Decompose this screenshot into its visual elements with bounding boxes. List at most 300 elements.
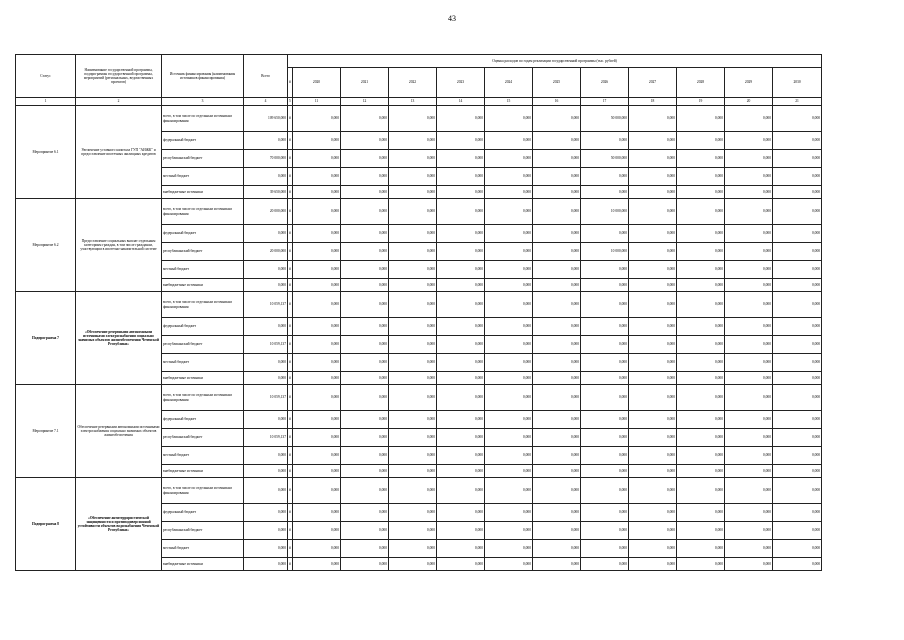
- year-value: 0,000: [389, 504, 437, 522]
- year-value: 0,000: [293, 150, 341, 168]
- year-value: 0,000: [725, 372, 773, 385]
- year-value: 0,000: [725, 261, 773, 279]
- year-value: 0,000: [533, 540, 581, 558]
- total-value: 10 059,137: [244, 385, 288, 411]
- year-value: 0,000: [677, 199, 725, 225]
- flag-cell: #: [288, 186, 293, 199]
- year-value: 0,000: [389, 225, 437, 243]
- funding-source: внебюджетные источники: [162, 558, 244, 571]
- year-value: 0,000: [629, 522, 677, 540]
- column-number: 2: [76, 98, 162, 106]
- year-value: 50 000,000: [581, 150, 629, 168]
- year-value: 0,000: [773, 558, 822, 571]
- year-value: 0,000: [293, 429, 341, 447]
- year-value: 0,000: [677, 522, 725, 540]
- header-year: 2023: [437, 68, 485, 98]
- year-value: 0,000: [341, 354, 389, 372]
- year-value: 0,000: [533, 318, 581, 336]
- row-status: Подпрограмма 8: [16, 478, 76, 571]
- funding-source: федеральный бюджет: [162, 411, 244, 429]
- year-value: 0,000: [773, 132, 822, 150]
- funding-source: федеральный бюджет: [162, 318, 244, 336]
- year-value: 0,000: [389, 336, 437, 354]
- year-value: 0,000: [437, 429, 485, 447]
- year-value: 0,000: [725, 411, 773, 429]
- year-value: 0,000: [581, 132, 629, 150]
- row-status: Мероприятие 7.1: [16, 385, 76, 478]
- flag-cell: #: [288, 150, 293, 168]
- year-value: 0,000: [533, 372, 581, 385]
- funding-source: местный бюджет: [162, 354, 244, 372]
- year-value: 0,000: [485, 225, 533, 243]
- year-value: 0,000: [293, 465, 341, 478]
- year-value: 0,000: [437, 279, 485, 292]
- funding-source: всего, в том числе по отдельным источникам финансирования: [162, 106, 244, 132]
- total-value: 20 000,000: [244, 243, 288, 261]
- total-value: 20 000,000: [244, 199, 288, 225]
- year-value: 0,000: [389, 150, 437, 168]
- year-value: 0,000: [677, 429, 725, 447]
- funding-source: республиканский бюджет: [162, 429, 244, 447]
- total-value: 10 059,137: [244, 336, 288, 354]
- year-value: 0,000: [485, 478, 533, 504]
- year-value: 0,000: [773, 279, 822, 292]
- table-row: [16, 478, 822, 504]
- year-value: 0,000: [725, 336, 773, 354]
- year-value: 0,000: [533, 354, 581, 372]
- funding-source: местный бюджет: [162, 261, 244, 279]
- year-value: 0,000: [485, 447, 533, 465]
- year-value: 0,000: [629, 243, 677, 261]
- year-value: 0,000: [581, 336, 629, 354]
- year-value: 0,000: [485, 150, 533, 168]
- year-value: 0,000: [389, 385, 437, 411]
- year-value: 0,000: [725, 199, 773, 225]
- year-value: 0,000: [725, 132, 773, 150]
- year-value: 0,000: [533, 522, 581, 540]
- year-value: 0,000: [389, 243, 437, 261]
- year-value: 0,000: [293, 261, 341, 279]
- year-value: 0,000: [725, 429, 773, 447]
- year-value: 0,000: [437, 372, 485, 385]
- year-value: 0,000: [725, 106, 773, 132]
- total-value: 70 000,000: [244, 150, 288, 168]
- year-value: 0,000: [341, 540, 389, 558]
- year-value: 0,000: [437, 132, 485, 150]
- column-number: 19: [677, 98, 725, 106]
- year-value: 0,000: [533, 150, 581, 168]
- row-name: «Обеспечение резервными автономными источниками электроснабжения социально значимых объектов жизнеобеспечения Чеченской Республики»: [76, 292, 162, 385]
- funding-source: федеральный бюджет: [162, 132, 244, 150]
- year-value: 0,000: [677, 225, 725, 243]
- year-value: 0,000: [341, 199, 389, 225]
- year-value: 0,000: [341, 225, 389, 243]
- year-value: 0,000: [485, 522, 533, 540]
- row-status: Мероприятие 6.2: [16, 199, 76, 292]
- year-value: 0,000: [293, 447, 341, 465]
- year-value: 0,000: [581, 411, 629, 429]
- year-value: 0,000: [725, 504, 773, 522]
- year-value: 0,000: [533, 465, 581, 478]
- year-value: 0,000: [389, 354, 437, 372]
- year-value: 0,000: [725, 447, 773, 465]
- year-value: 0,000: [341, 558, 389, 571]
- total-value: 0,000: [244, 465, 288, 478]
- year-value: 0,000: [629, 411, 677, 429]
- year-value: 0,000: [293, 243, 341, 261]
- year-value: 0,000: [293, 540, 341, 558]
- year-value: 0,000: [677, 354, 725, 372]
- funding-source: республиканский бюджет: [162, 150, 244, 168]
- year-value: 0,000: [725, 150, 773, 168]
- year-value: 0,000: [677, 558, 725, 571]
- year-value: 0,000: [725, 354, 773, 372]
- page-number: 43: [448, 14, 456, 23]
- total-value: 0,000: [244, 225, 288, 243]
- year-value: 0,000: [341, 504, 389, 522]
- year-value: 0,000: [725, 292, 773, 318]
- year-value: 0,000: [629, 558, 677, 571]
- year-value: 0,000: [341, 522, 389, 540]
- year-value: 0,000: [677, 186, 725, 199]
- year-value: 0,000: [293, 199, 341, 225]
- column-number-row: [16, 98, 822, 106]
- year-value: 0,000: [629, 465, 677, 478]
- year-value: 0,000: [581, 465, 629, 478]
- year-value: 0,000: [485, 429, 533, 447]
- year-value: 0,000: [677, 292, 725, 318]
- table-row: [16, 199, 822, 225]
- year-value: 0,000: [581, 478, 629, 504]
- funding-source: республиканский бюджет: [162, 243, 244, 261]
- year-value: 0,000: [533, 106, 581, 132]
- year-value: 0,000: [725, 168, 773, 186]
- year-value: 0,000: [677, 132, 725, 150]
- year-value: 0,000: [485, 261, 533, 279]
- column-number: 18: [629, 98, 677, 106]
- flag-cell: #: [288, 292, 293, 318]
- year-value: 0,000: [629, 106, 677, 132]
- year-value: 0,000: [629, 540, 677, 558]
- year-value: 0,000: [533, 261, 581, 279]
- flag-cell: #: [288, 411, 293, 429]
- year-value: 0,000: [725, 186, 773, 199]
- funding-source: всего, в том числе по отдельным источникам финансирования: [162, 292, 244, 318]
- year-value: 0,000: [293, 318, 341, 336]
- year-value: 0,000: [677, 447, 725, 465]
- year-value: 0,000: [581, 558, 629, 571]
- year-value: 0,000: [725, 318, 773, 336]
- year-value: 0,000: [677, 372, 725, 385]
- year-value: 0,000: [773, 243, 822, 261]
- budget-table: [15, 54, 822, 571]
- year-value: 0,000: [485, 336, 533, 354]
- flag-cell: #: [288, 336, 293, 354]
- flag-cell: #: [288, 558, 293, 571]
- column-number: 4: [244, 98, 288, 106]
- year-value: 0,000: [629, 336, 677, 354]
- flag-cell: #: [288, 504, 293, 522]
- header-year: 2030: [773, 68, 822, 98]
- year-value: 0,000: [485, 504, 533, 522]
- funding-source: всего, в том числе по отдельным источникам финансирования: [162, 385, 244, 411]
- total-value: 0,000: [244, 504, 288, 522]
- year-value: 0,000: [389, 478, 437, 504]
- total-value: 10 059,137: [244, 429, 288, 447]
- year-value: 10 000,000: [581, 243, 629, 261]
- year-value: 0,000: [773, 465, 822, 478]
- year-value: 0,000: [437, 385, 485, 411]
- year-value: 0,000: [629, 447, 677, 465]
- column-number: 11: [293, 98, 341, 106]
- header-year: 2021: [341, 68, 389, 98]
- header-year: 2026: [581, 68, 629, 98]
- year-value: 0,000: [341, 168, 389, 186]
- year-value: 0,000: [677, 478, 725, 504]
- year-value: 0,000: [677, 385, 725, 411]
- year-value: 0,000: [629, 292, 677, 318]
- year-value: 0,000: [293, 168, 341, 186]
- year-value: 0,000: [677, 168, 725, 186]
- year-value: 0,000: [581, 447, 629, 465]
- flag-cell: #: [288, 225, 293, 243]
- year-value: 0,000: [389, 279, 437, 292]
- year-value: 0,000: [773, 318, 822, 336]
- year-value: 0,000: [629, 150, 677, 168]
- year-value: 0,000: [629, 132, 677, 150]
- flag-cell: #: [288, 478, 293, 504]
- year-value: 0,000: [389, 447, 437, 465]
- flag-cell: #: [288, 318, 293, 336]
- column-number: 14: [437, 98, 485, 106]
- year-value: 0,000: [677, 465, 725, 478]
- year-value: 0,000: [725, 243, 773, 261]
- funding-source: местный бюджет: [162, 540, 244, 558]
- year-value: 0,000: [773, 385, 822, 411]
- year-value: 0,000: [341, 261, 389, 279]
- year-value: 0,000: [773, 168, 822, 186]
- year-value: 0,000: [437, 261, 485, 279]
- year-value: 0,000: [533, 199, 581, 225]
- year-value: 0,000: [485, 186, 533, 199]
- year-value: 0,000: [581, 168, 629, 186]
- year-value: 0,000: [389, 411, 437, 429]
- year-value: 0,000: [293, 132, 341, 150]
- year-value: 0,000: [485, 558, 533, 571]
- year-value: 0,000: [485, 540, 533, 558]
- flag-cell: #: [288, 279, 293, 292]
- year-value: 0,000: [773, 447, 822, 465]
- year-value: 0,000: [773, 186, 822, 199]
- year-value: 0,000: [629, 385, 677, 411]
- year-value: 0,000: [581, 385, 629, 411]
- year-value: 50 000,000: [581, 106, 629, 132]
- year-value: 0,000: [581, 225, 629, 243]
- flag-cell: #: [288, 132, 293, 150]
- year-value: 0,000: [725, 279, 773, 292]
- year-value: 0,000: [773, 150, 822, 168]
- year-value: 0,000: [389, 429, 437, 447]
- year-value: 0,000: [389, 186, 437, 199]
- year-value: 0,000: [773, 372, 822, 385]
- year-value: 0,000: [341, 243, 389, 261]
- column-number: 5: [288, 98, 293, 106]
- header-row: [16, 55, 822, 68]
- flag-cell: #: [288, 447, 293, 465]
- row-name: Обеспечение резервными автономными источниками электроснабжения социально значимых объектов жизнеобеспечения: [76, 385, 162, 478]
- funding-source: местный бюджет: [162, 447, 244, 465]
- funding-source: всего, в том числе по отдельным источникам финансирования: [162, 478, 244, 504]
- year-value: 0,000: [293, 106, 341, 132]
- year-value: 0,000: [389, 199, 437, 225]
- header-year: 2027: [629, 68, 677, 98]
- year-value: 0,000: [341, 106, 389, 132]
- year-value: 0,000: [341, 336, 389, 354]
- year-value: 0,000: [437, 199, 485, 225]
- year-value: 0,000: [629, 186, 677, 199]
- year-value: 0,000: [677, 243, 725, 261]
- year-value: 0,000: [485, 372, 533, 385]
- flag-cell: #: [288, 243, 293, 261]
- year-value: 0,000: [725, 558, 773, 571]
- year-value: 0,000: [773, 336, 822, 354]
- total-value: 0,000: [244, 168, 288, 186]
- column-number: 17: [581, 98, 629, 106]
- flag-cell: #: [288, 106, 293, 132]
- year-value: 0,000: [437, 318, 485, 336]
- year-value: 0,000: [677, 336, 725, 354]
- year-value: 0,000: [341, 318, 389, 336]
- total-value: 0,000: [244, 478, 288, 504]
- year-value: 0,000: [293, 186, 341, 199]
- year-value: 0,000: [389, 318, 437, 336]
- year-value: 0,000: [725, 478, 773, 504]
- funding-source: федеральный бюджет: [162, 504, 244, 522]
- year-value: 0,000: [437, 168, 485, 186]
- column-number: 16: [533, 98, 581, 106]
- year-value: 0,000: [533, 429, 581, 447]
- year-value: 0,000: [341, 186, 389, 199]
- year-value: 0,000: [629, 261, 677, 279]
- year-value: 0,000: [485, 106, 533, 132]
- year-value: 0,000: [581, 429, 629, 447]
- year-value: 0,000: [533, 411, 581, 429]
- year-value: 0,000: [485, 199, 533, 225]
- year-value: 0,000: [533, 558, 581, 571]
- year-value: 0,000: [341, 150, 389, 168]
- year-value: 0,000: [485, 279, 533, 292]
- funding-source: местный бюджет: [162, 168, 244, 186]
- funding-source: республиканский бюджет: [162, 522, 244, 540]
- year-value: 0,000: [389, 522, 437, 540]
- total-value: 0,000: [244, 447, 288, 465]
- year-value: 0,000: [341, 429, 389, 447]
- year-value: 0,000: [437, 225, 485, 243]
- flag-cell: #: [288, 385, 293, 411]
- flag-cell: #: [288, 429, 293, 447]
- year-value: 0,000: [293, 225, 341, 243]
- funding-source: внебюджетные источники: [162, 186, 244, 199]
- year-value: 0,000: [581, 292, 629, 318]
- year-value: 0,000: [725, 465, 773, 478]
- funding-source: республиканский бюджет: [162, 336, 244, 354]
- year-value: 0,000: [389, 292, 437, 318]
- table-row: [16, 106, 822, 132]
- year-value: 0,000: [341, 447, 389, 465]
- funding-source: федеральный бюджет: [162, 225, 244, 243]
- row-name: «Обеспечение антитеррористической защищенности и противодиверсионной устойчивости объектов водоснабжения Чеченской Республики»: [76, 478, 162, 571]
- year-value: 0,000: [293, 558, 341, 571]
- year-value: 0,000: [725, 385, 773, 411]
- year-value: 0,000: [725, 540, 773, 558]
- column-number: 1: [16, 98, 76, 106]
- year-value: 0,000: [485, 411, 533, 429]
- year-value: 0,000: [629, 504, 677, 522]
- year-value: 0,000: [725, 225, 773, 243]
- year-value: 0,000: [581, 372, 629, 385]
- year-value: 0,000: [389, 558, 437, 571]
- year-value: 0,000: [485, 292, 533, 318]
- year-value: 0,000: [725, 522, 773, 540]
- year-value: 0,000: [437, 522, 485, 540]
- flag-cell: #: [288, 540, 293, 558]
- year-value: 0,000: [437, 150, 485, 168]
- year-value: 0,000: [341, 372, 389, 385]
- flag-cell: #: [288, 372, 293, 385]
- column-number: 13: [389, 98, 437, 106]
- year-value: 0,000: [677, 261, 725, 279]
- table-body: [16, 106, 822, 571]
- column-number: 3: [162, 98, 244, 106]
- header-year: 2029: [725, 68, 773, 98]
- year-value: 0,000: [677, 106, 725, 132]
- year-value: 0,000: [581, 354, 629, 372]
- year-value: 0,000: [485, 354, 533, 372]
- year-value: 0,000: [677, 150, 725, 168]
- year-value: 0,000: [389, 168, 437, 186]
- header-total: Всего: [244, 55, 288, 98]
- flag-cell: #: [288, 261, 293, 279]
- year-value: 0,000: [437, 478, 485, 504]
- funding-source: внебюджетные источники: [162, 279, 244, 292]
- header-year: 2022: [389, 68, 437, 98]
- total-value: 0,000: [244, 558, 288, 571]
- year-value: 0,000: [341, 478, 389, 504]
- year-value: 0,000: [581, 540, 629, 558]
- header-year: 2020: [293, 68, 341, 98]
- year-value: 0,000: [533, 478, 581, 504]
- year-value: 0,000: [293, 292, 341, 318]
- header-status: Статус: [16, 55, 76, 98]
- year-value: 0,000: [581, 318, 629, 336]
- year-value: 0,000: [773, 478, 822, 504]
- year-value: 0,000: [773, 292, 822, 318]
- year-value: 0,000: [341, 411, 389, 429]
- total-value: 0,000: [244, 132, 288, 150]
- total-value: 0,000: [244, 372, 288, 385]
- year-value: 0,000: [341, 292, 389, 318]
- total-value: 39 650,000: [244, 186, 288, 199]
- header-years-title: Оценка расходов по годам реализации государственной программы (тыс. рублей): [288, 55, 822, 68]
- year-value: 0,000: [437, 336, 485, 354]
- header-year: 2028: [677, 68, 725, 98]
- column-number: 15: [485, 98, 533, 106]
- year-value: 0,000: [773, 411, 822, 429]
- year-value: 0,000: [677, 504, 725, 522]
- row-status: Подпрограмма 7: [16, 292, 76, 385]
- year-value: 0,000: [485, 168, 533, 186]
- year-value: 0,000: [293, 372, 341, 385]
